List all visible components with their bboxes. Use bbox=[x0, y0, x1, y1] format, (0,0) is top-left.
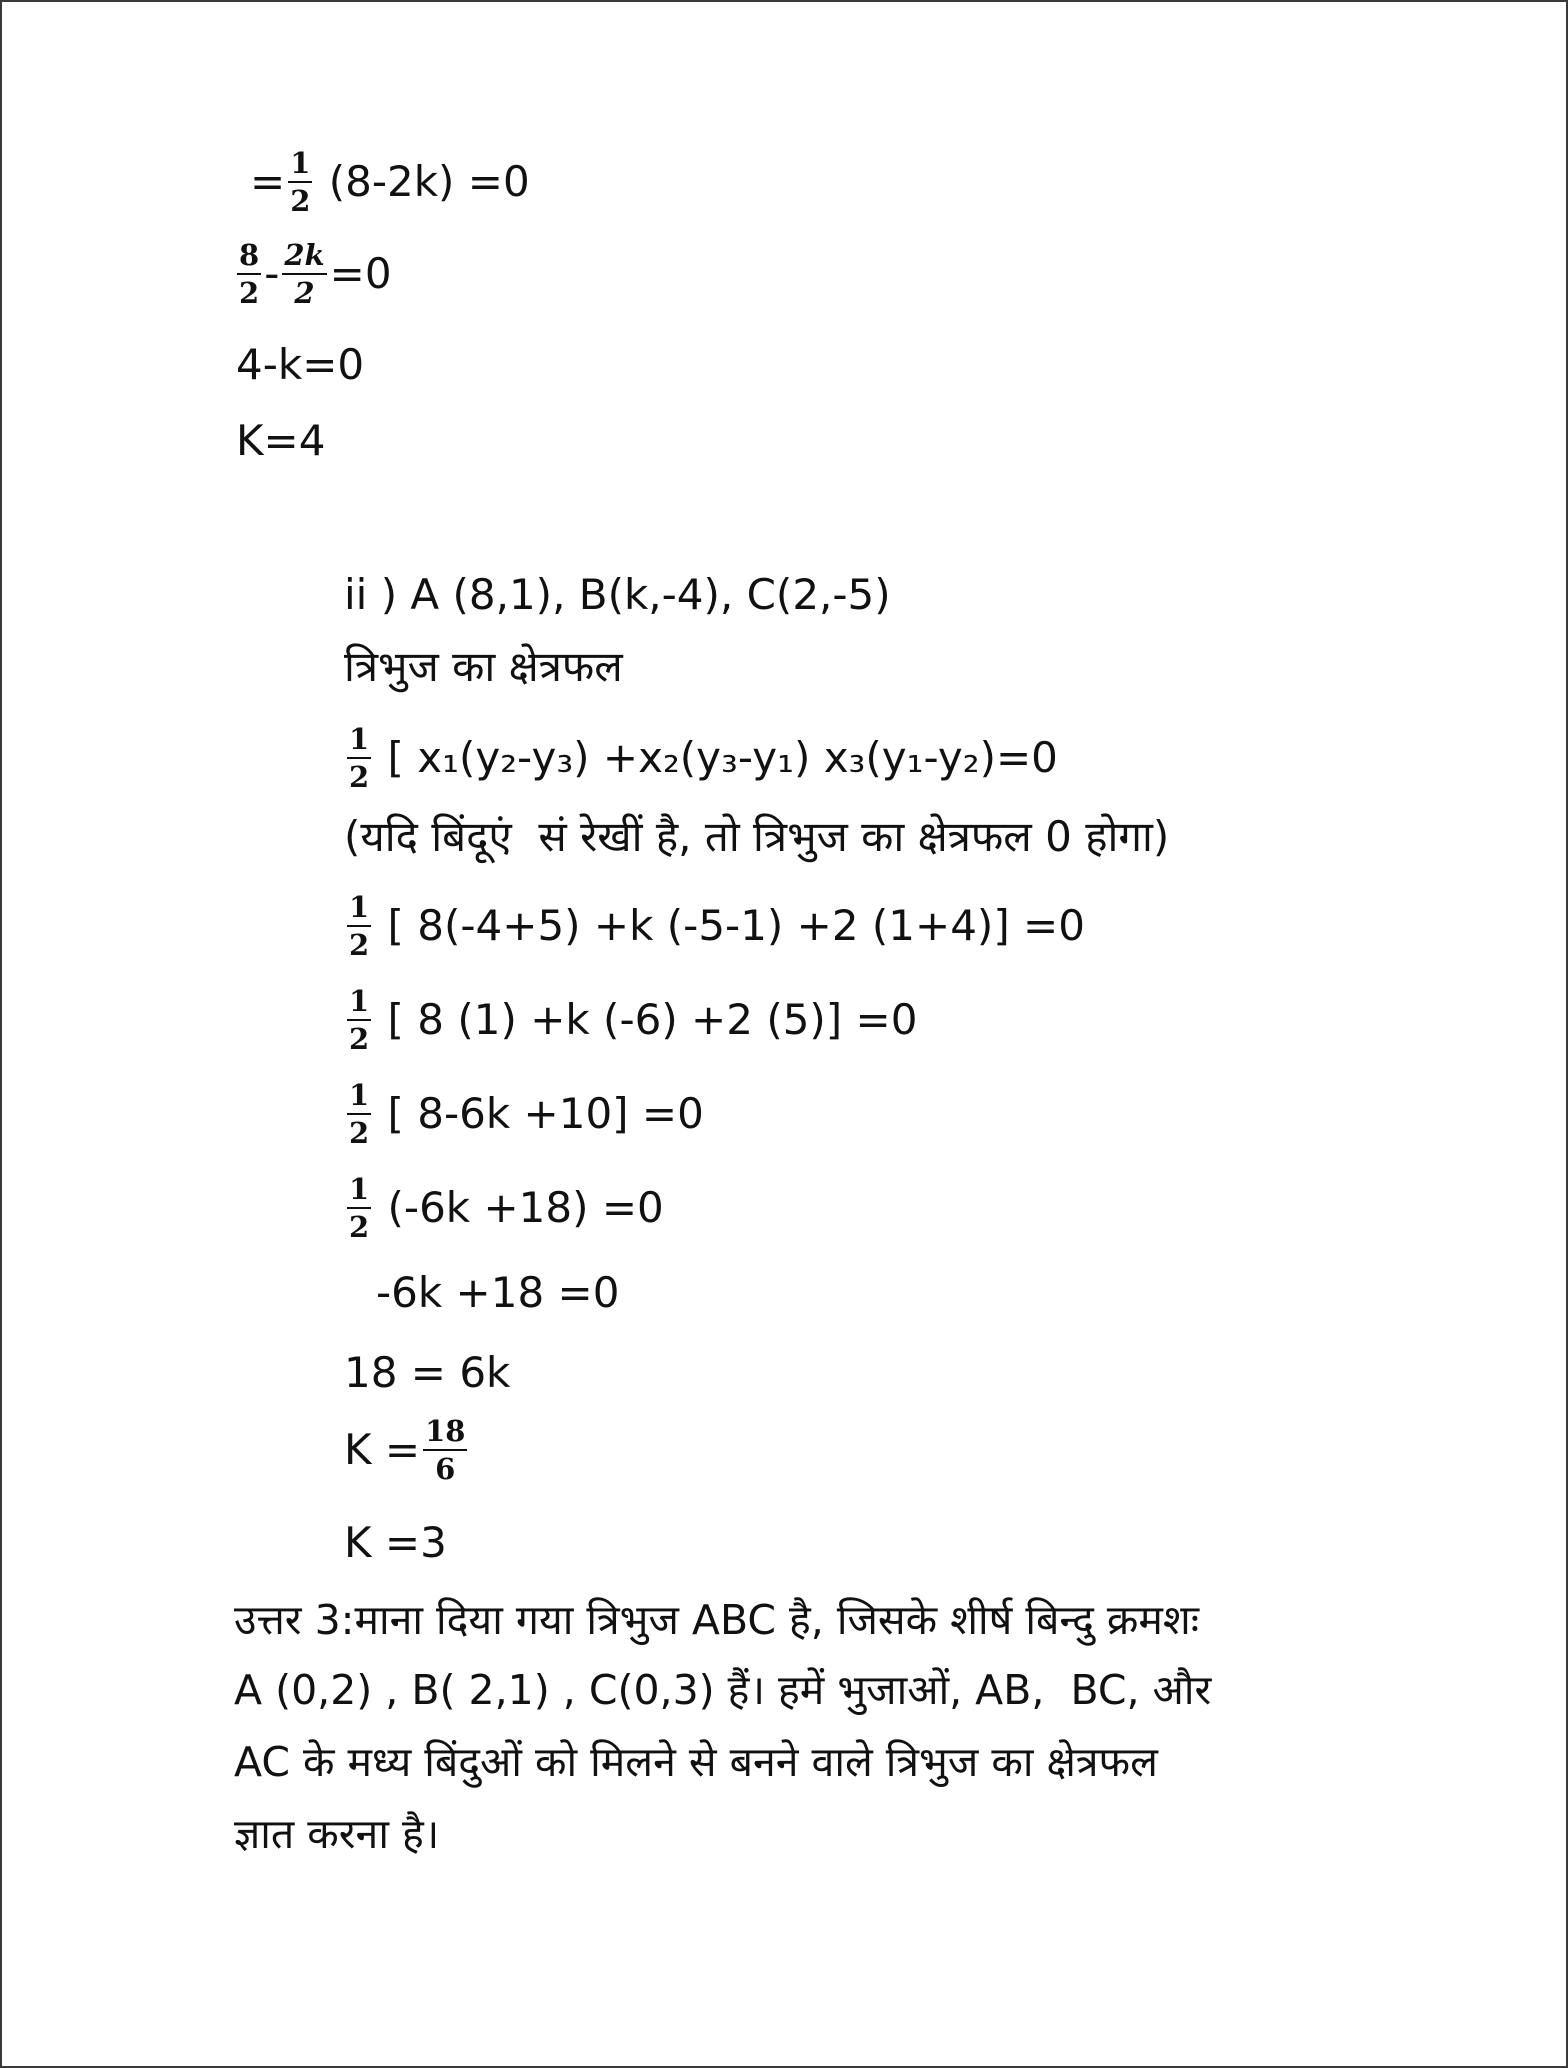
answer3-line-3 bbox=[234, 1738, 1158, 1786]
fraction-eight-halves bbox=[237, 240, 261, 309]
fraction-eighteen-sixths bbox=[423, 1416, 467, 1485]
fraction-denominator: 2 bbox=[349, 1210, 370, 1245]
fraction-denominator: 2 bbox=[290, 184, 311, 219]
step-3 bbox=[344, 1080, 704, 1149]
solution-line-1 bbox=[250, 148, 530, 217]
fraction-denominator: 2 bbox=[349, 1116, 370, 1151]
fraction-denominator: 2 bbox=[294, 276, 315, 311]
fraction-half bbox=[347, 892, 371, 961]
part-ii-heading bbox=[344, 570, 891, 619]
fraction-2k-halves bbox=[282, 240, 326, 309]
result-text: K =3 bbox=[344, 1518, 447, 1567]
step-text: [ 8 (1) +k (-6) +2 (5)] =0 bbox=[374, 995, 918, 1045]
step-8 bbox=[344, 1518, 447, 1567]
step-text: (-6k +18) =0 bbox=[374, 1183, 664, 1233]
heading-text: ii ) A (8,1), B(k,-4), C(2,-5) bbox=[344, 570, 891, 619]
step-text: K = bbox=[344, 1425, 421, 1475]
collinear-note bbox=[344, 812, 1170, 861]
fraction-half bbox=[347, 986, 371, 1055]
step-text: [ 8-6k +10] =0 bbox=[374, 1089, 704, 1139]
answer3-line-1 bbox=[234, 1596, 1200, 1644]
paragraph-text: उत्तर 3:माना दिया गया त्रिभुज ABC है, जिसके शीर्ष बिन्दु क्रमशः bbox=[234, 1596, 1200, 1644]
paragraph-text: ज्ञात करना है। bbox=[234, 1810, 440, 1858]
paragraph-text: A (0,2) , B( 2,1) , C(0,3) हैं। हमें भुजाओं, AB, BC, और bbox=[234, 1666, 1212, 1714]
step-5 bbox=[376, 1268, 620, 1317]
fraction-numerator: 8 bbox=[237, 240, 261, 275]
answer3-line-4 bbox=[234, 1810, 440, 1858]
fraction-denominator: 6 bbox=[435, 1452, 456, 1487]
step-text: -6k +18 =0 bbox=[376, 1268, 620, 1317]
fraction-numerator: 1 bbox=[288, 148, 312, 183]
step-4 bbox=[344, 1174, 664, 1243]
label-text: त्रिभुज का क्षेत्रफल bbox=[344, 642, 623, 691]
answer3-line-2 bbox=[234, 1666, 1212, 1714]
fraction-numerator: 1 bbox=[347, 986, 371, 1021]
fraction-numerator: 18 bbox=[423, 1416, 467, 1451]
fraction-half bbox=[347, 724, 371, 793]
expression-text: =0 bbox=[329, 249, 392, 299]
solution-line-3 bbox=[236, 340, 365, 389]
fraction-half bbox=[347, 1174, 371, 1243]
result-text: K=4 bbox=[236, 416, 326, 465]
step-text: [ 8(-4+5) +k (-5-1) +2 (1+4)] =0 bbox=[374, 901, 1085, 951]
fraction-denominator: 2 bbox=[239, 276, 260, 311]
step-7 bbox=[344, 1416, 470, 1485]
solution-line-2 bbox=[234, 240, 392, 309]
fraction-numerator: 1 bbox=[347, 892, 371, 927]
area-label bbox=[344, 642, 623, 691]
paragraph-text: AC के मध्य बिंदुओं को मिलने से बनने वाले त्रिभुज का क्षेत्रफल bbox=[234, 1738, 1158, 1786]
fraction-half bbox=[347, 1080, 371, 1149]
area-formula bbox=[344, 724, 1058, 793]
fraction-numerator: 1 bbox=[347, 1174, 371, 1209]
fraction-numerator: 1 bbox=[347, 1080, 371, 1115]
fraction-numerator: 2k bbox=[282, 240, 326, 275]
fraction-denominator: 2 bbox=[349, 760, 370, 795]
step-text: 18 = 6k bbox=[344, 1348, 511, 1397]
expression-text: 4-k=0 bbox=[236, 340, 365, 389]
step-6 bbox=[344, 1348, 511, 1397]
fraction-half bbox=[288, 148, 312, 217]
step-1 bbox=[344, 892, 1085, 961]
fraction-denominator: 2 bbox=[349, 928, 370, 963]
fraction-denominator: 2 bbox=[349, 1022, 370, 1057]
expression-text: (8-2k) =0 bbox=[315, 157, 530, 207]
note-text: (यदि बिंदूएं सं रेखीं है, तो त्रिभुज का क्षेत्रफल 0 होगा) bbox=[344, 812, 1170, 861]
formula-text: [ x₁(y₂-y₃) +x₂(y₃-y₁) x₃(y₁-y₂)=0 bbox=[374, 733, 1058, 783]
equals-sign: = bbox=[250, 157, 286, 207]
step-2 bbox=[344, 986, 917, 1055]
minus-sign: - bbox=[264, 249, 280, 299]
solution-line-4 bbox=[236, 416, 326, 465]
fraction-numerator: 1 bbox=[347, 724, 371, 759]
